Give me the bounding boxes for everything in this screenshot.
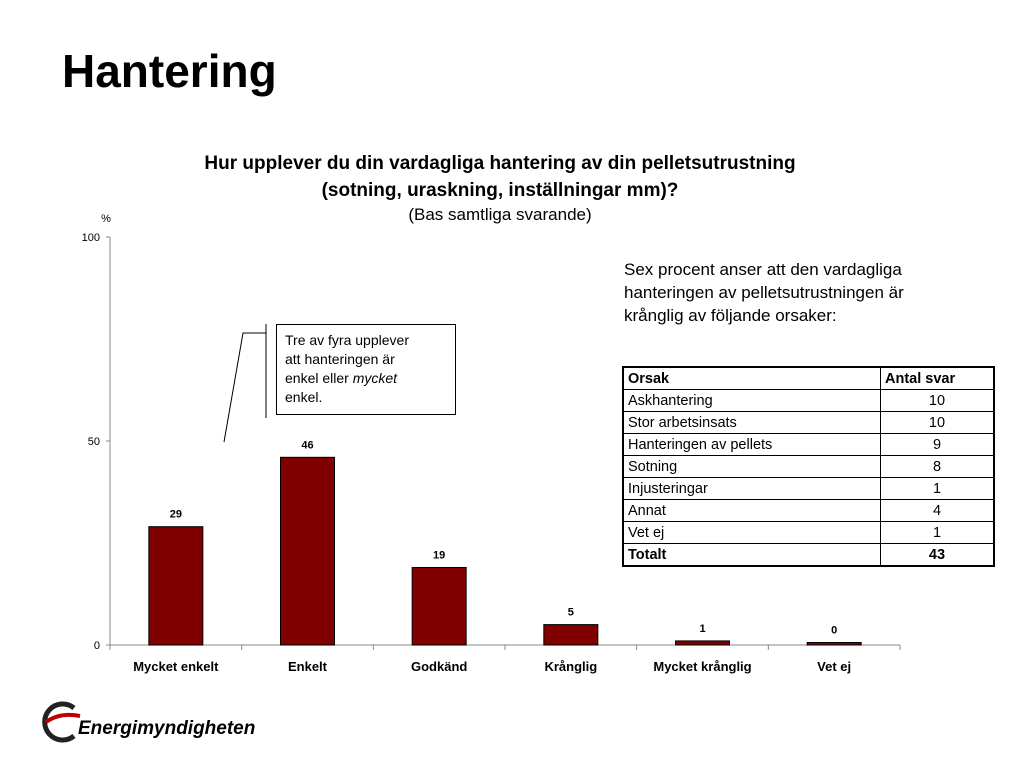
count-cell: 8 bbox=[881, 456, 995, 478]
total-value: 43 bbox=[881, 544, 995, 567]
callout-line3 bbox=[285, 369, 455, 388]
data-label: 29 bbox=[169, 508, 182, 521]
category-label: Godkänd bbox=[410, 659, 468, 674]
callout-pointer bbox=[224, 333, 266, 442]
reason-cell: Askhantering bbox=[623, 390, 881, 412]
table-row bbox=[623, 500, 994, 522]
data-label: 46 bbox=[301, 439, 314, 452]
table-row bbox=[623, 478, 994, 500]
table-row bbox=[623, 434, 994, 456]
count-cell: 1 bbox=[881, 522, 995, 544]
data-label: 0 bbox=[831, 624, 838, 637]
total-label: Totalt bbox=[623, 544, 881, 567]
count-cell: 1 bbox=[881, 478, 995, 500]
y-tick-label: 0 bbox=[93, 640, 100, 652]
table-row bbox=[623, 412, 994, 434]
count-cell: 9 bbox=[881, 434, 995, 456]
callout-line3-prefix: enkel eller bbox=[285, 370, 353, 386]
y-axis-label: % bbox=[101, 213, 111, 225]
slide-title: Hantering bbox=[62, 45, 277, 97]
category-label: Mycket enkelt bbox=[133, 659, 219, 674]
logo-text: Energimyndigheten bbox=[78, 718, 256, 739]
bar bbox=[676, 641, 730, 645]
bar bbox=[149, 527, 203, 645]
data-label: 19 bbox=[433, 549, 446, 562]
callout-box bbox=[276, 324, 456, 415]
header-reason: Orsak bbox=[623, 367, 881, 390]
count-cell: 10 bbox=[881, 390, 995, 412]
category-label: Enkelt bbox=[287, 659, 328, 674]
table-row bbox=[623, 522, 994, 544]
data-label: 5 bbox=[567, 606, 574, 619]
callout-line3-italic: mycket bbox=[352, 370, 398, 386]
y-tick-label: 50 bbox=[87, 436, 100, 448]
reason-cell: Injusteringar bbox=[623, 478, 881, 500]
chart-title-line2: (sotning, uraskning, inställningar mm)? bbox=[321, 180, 679, 201]
category-label: Mycket krånglig bbox=[653, 659, 752, 674]
bar bbox=[807, 643, 861, 646]
reason-cell: Stor arbetsinsats bbox=[623, 412, 881, 434]
energimyndigheten-logo-icon bbox=[34, 698, 84, 746]
table-header-row bbox=[623, 367, 994, 390]
count-cell: 4 bbox=[881, 500, 995, 522]
header-count: Antal svar bbox=[881, 367, 995, 390]
count-cell: 10 bbox=[881, 412, 995, 434]
category-label: Vet ej bbox=[817, 659, 852, 674]
reason-cell: Hanteringen av pellets bbox=[623, 434, 881, 456]
causes-table bbox=[622, 366, 995, 567]
reason-cell: Sotning bbox=[623, 456, 881, 478]
callout-line4: enkel. bbox=[285, 389, 323, 405]
table-row bbox=[623, 390, 994, 412]
reason-cell: Annat bbox=[623, 500, 881, 522]
category-label: Krånglig bbox=[544, 659, 598, 674]
chart-title-line1: Hur upplever du din vardagliga hantering av din pelletsutrustning bbox=[204, 153, 796, 174]
bar bbox=[281, 457, 335, 645]
callout-line1: Tre av fyra upplever bbox=[285, 332, 409, 348]
bar bbox=[544, 625, 598, 645]
callout-line2: att hanteringen är bbox=[285, 351, 395, 367]
explanation-note: Sex procent anser att den vardagliga hanteringen av pelletsutrustningen är krånglig av följande orsaker: bbox=[624, 260, 904, 325]
table-row bbox=[623, 456, 994, 478]
y-tick-label: 100 bbox=[81, 232, 100, 244]
bar bbox=[412, 567, 466, 645]
data-label: 1 bbox=[699, 622, 706, 635]
chart-subtitle: (Bas samtliga svarande) bbox=[408, 205, 592, 224]
table-total-row bbox=[623, 544, 994, 567]
reason-cell: Vet ej bbox=[623, 522, 881, 544]
